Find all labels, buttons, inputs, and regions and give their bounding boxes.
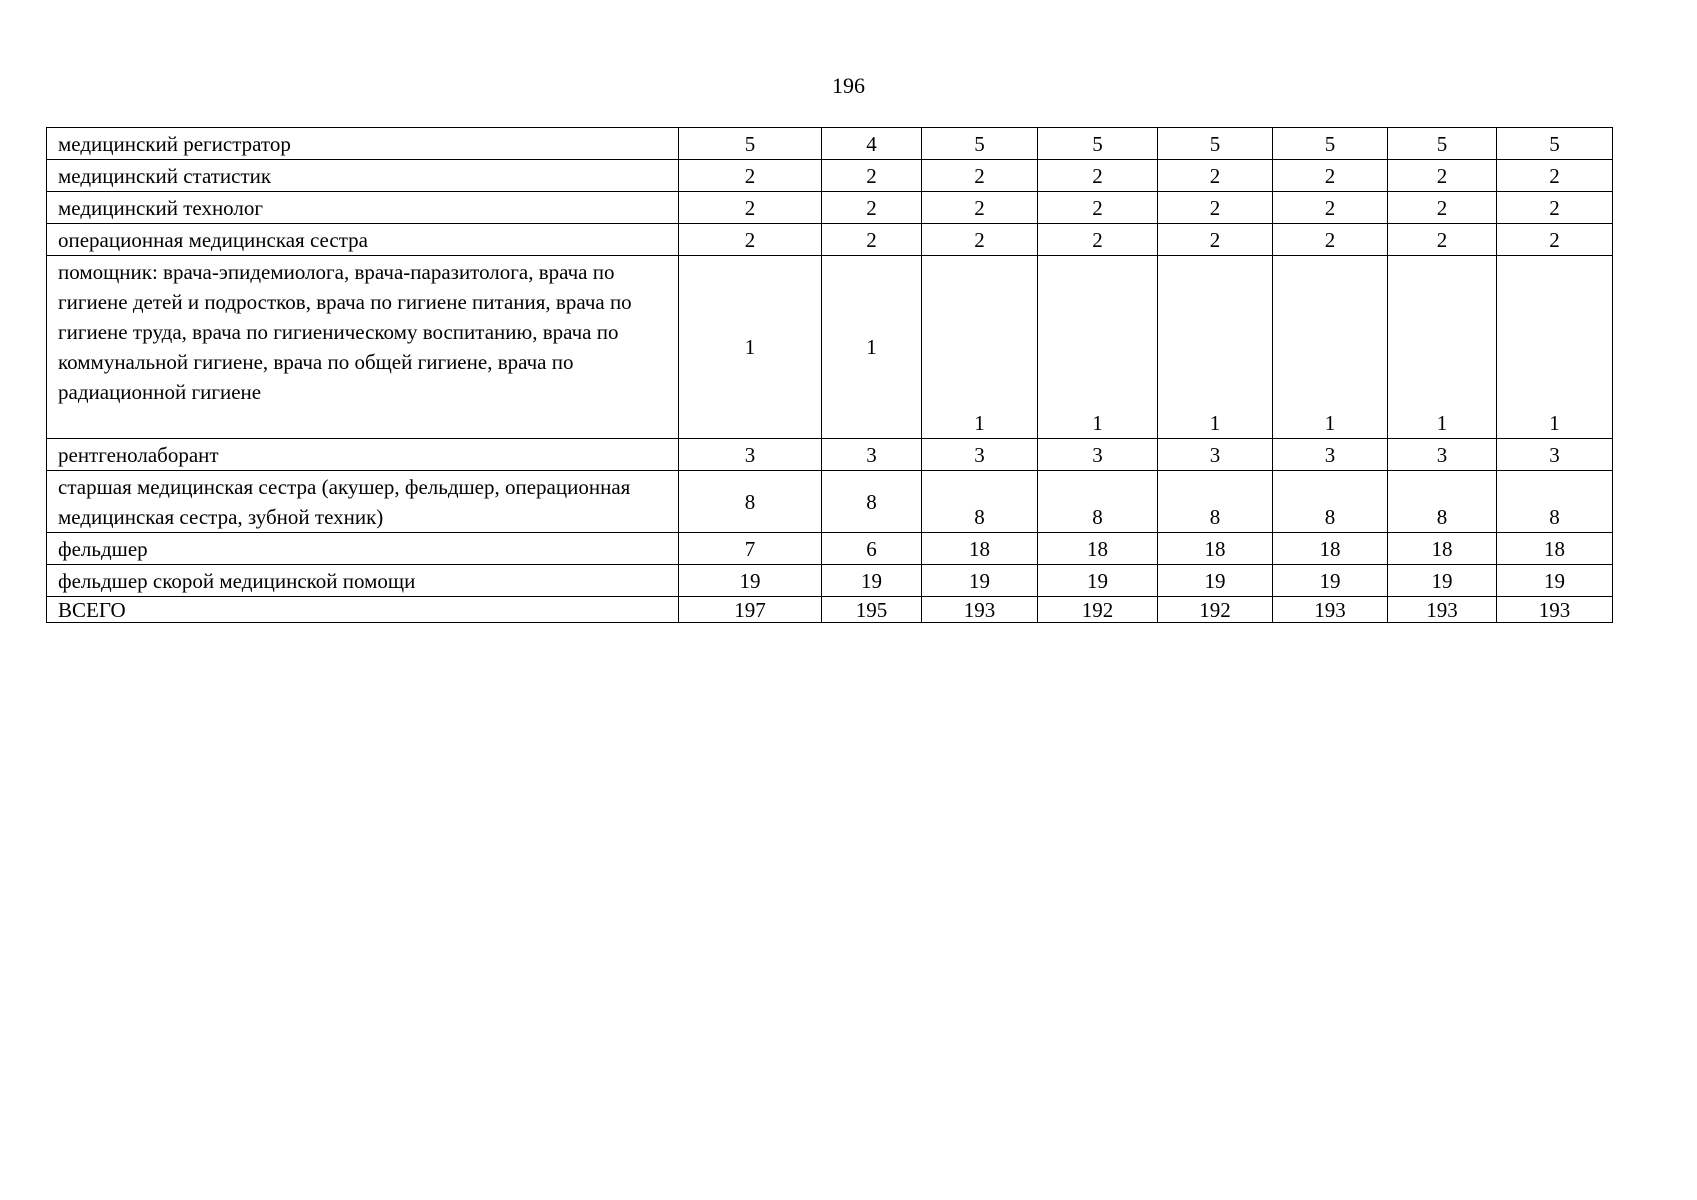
value-cell: 2	[1388, 160, 1497, 192]
value-cell: 2	[1388, 192, 1497, 224]
value-cell: 18	[922, 533, 1038, 565]
value-cell: 2	[1038, 160, 1158, 192]
value-cell: 5	[1388, 128, 1497, 160]
value-cell: 2	[822, 192, 922, 224]
value-cell: 1	[922, 256, 1038, 439]
value-cell: 2	[922, 160, 1038, 192]
page-number: 196	[832, 73, 865, 98]
value-cell: 19	[1038, 565, 1158, 597]
value-cell: 3	[1388, 439, 1497, 471]
value-cell: 8	[679, 471, 822, 533]
value-cell: 2	[1273, 160, 1388, 192]
value-cell: 2	[1273, 192, 1388, 224]
total-value-cell: 193	[1388, 597, 1497, 623]
value-cell: 8	[1038, 471, 1158, 533]
value-cell: 8	[1273, 471, 1388, 533]
table-row	[47, 439, 1613, 471]
value-cell: 5	[1273, 128, 1388, 160]
value-cell: 8	[1497, 471, 1613, 533]
table-row	[47, 533, 1613, 565]
value-cell: 1	[1273, 256, 1388, 439]
value-cell: 2	[679, 192, 822, 224]
value-cell: 18	[1273, 533, 1388, 565]
value-cell: 1	[822, 256, 922, 439]
table-row	[47, 128, 1613, 160]
value-cell: 3	[679, 439, 822, 471]
position-name: помощник: врача-эпидемиолога, врача-паразитолога, врача по гигиене детей и подростков, врача по гигиене питания, врача по гигиене труда, врача по гигиеническому воспитанию, врача по коммунальной гигиене, врача по общей гигиене, врача по радиационной гигиене	[47, 256, 679, 439]
value-cell: 4	[822, 128, 922, 160]
table-row	[47, 256, 1613, 439]
value-cell: 18	[1388, 533, 1497, 565]
value-cell: 19	[679, 565, 822, 597]
value-cell: 3	[1158, 439, 1273, 471]
table-row	[47, 224, 1613, 256]
value-cell: 19	[1273, 565, 1388, 597]
position-name: старшая медицинская сестра (акушер, фельдшер, операционная медицинская сестра, зубной техник)	[47, 471, 679, 533]
value-cell: 5	[1497, 128, 1613, 160]
value-cell: 3	[922, 439, 1038, 471]
position-name: фельдшер	[47, 533, 679, 565]
value-cell: 2	[1388, 224, 1497, 256]
value-cell: 5	[679, 128, 822, 160]
value-cell: 3	[822, 439, 922, 471]
total-value-cell: 197	[679, 597, 822, 623]
value-cell: 19	[1497, 565, 1613, 597]
value-cell: 19	[1158, 565, 1273, 597]
value-cell: 2	[922, 224, 1038, 256]
table-row	[47, 565, 1613, 597]
value-cell: 2	[822, 224, 922, 256]
value-cell: 8	[822, 471, 922, 533]
value-cell: 2	[679, 160, 822, 192]
value-cell: 19	[822, 565, 922, 597]
table-row	[47, 160, 1613, 192]
total-value-cell: 192	[1038, 597, 1158, 623]
position-name: медицинский технолог	[47, 192, 679, 224]
value-cell: 2	[1158, 224, 1273, 256]
position-name: рентгенолаборант	[47, 439, 679, 471]
value-cell: 18	[1158, 533, 1273, 565]
value-cell: 2	[1038, 192, 1158, 224]
value-cell: 5	[1158, 128, 1273, 160]
value-cell: 3	[1497, 439, 1613, 471]
total-value-cell: 192	[1158, 597, 1273, 623]
position-name: фельдшер скорой медицинской помощи	[47, 565, 679, 597]
value-cell: 3	[1273, 439, 1388, 471]
total-value-cell: 193	[922, 597, 1038, 623]
position-name: операционная медицинская сестра	[47, 224, 679, 256]
value-cell: 1	[1038, 256, 1158, 439]
position-name: медицинский регистратор	[47, 128, 679, 160]
value-cell: 18	[1497, 533, 1613, 565]
total-value-cell: 193	[1497, 597, 1613, 623]
table-row	[47, 471, 1613, 533]
value-cell: 5	[922, 128, 1038, 160]
value-cell: 1	[1158, 256, 1273, 439]
value-cell: 19	[1388, 565, 1497, 597]
staff-table	[46, 127, 1613, 623]
value-cell: 2	[922, 192, 1038, 224]
value-cell: 2	[822, 160, 922, 192]
total-value-cell: 193	[1273, 597, 1388, 623]
value-cell: 2	[1038, 224, 1158, 256]
total-value-cell: 195	[822, 597, 922, 623]
value-cell: 2	[1273, 224, 1388, 256]
value-cell: 2	[1158, 160, 1273, 192]
value-cell: 1	[679, 256, 822, 439]
value-cell: 8	[1158, 471, 1273, 533]
position-name: медицинский статистик	[47, 160, 679, 192]
table-row	[47, 192, 1613, 224]
value-cell: 2	[1497, 160, 1613, 192]
value-cell: 1	[1388, 256, 1497, 439]
value-cell: 3	[1038, 439, 1158, 471]
value-cell: 18	[1038, 533, 1158, 565]
value-cell: 8	[922, 471, 1038, 533]
value-cell: 1	[1497, 256, 1613, 439]
value-cell: 7	[679, 533, 822, 565]
value-cell: 8	[1388, 471, 1497, 533]
value-cell: 2	[679, 224, 822, 256]
value-cell: 5	[1038, 128, 1158, 160]
value-cell: 19	[922, 565, 1038, 597]
total-label: ВСЕГО	[47, 597, 679, 623]
value-cell: 2	[1497, 224, 1613, 256]
value-cell: 6	[822, 533, 922, 565]
value-cell: 2	[1158, 192, 1273, 224]
total-row	[47, 597, 1613, 623]
value-cell: 2	[1497, 192, 1613, 224]
